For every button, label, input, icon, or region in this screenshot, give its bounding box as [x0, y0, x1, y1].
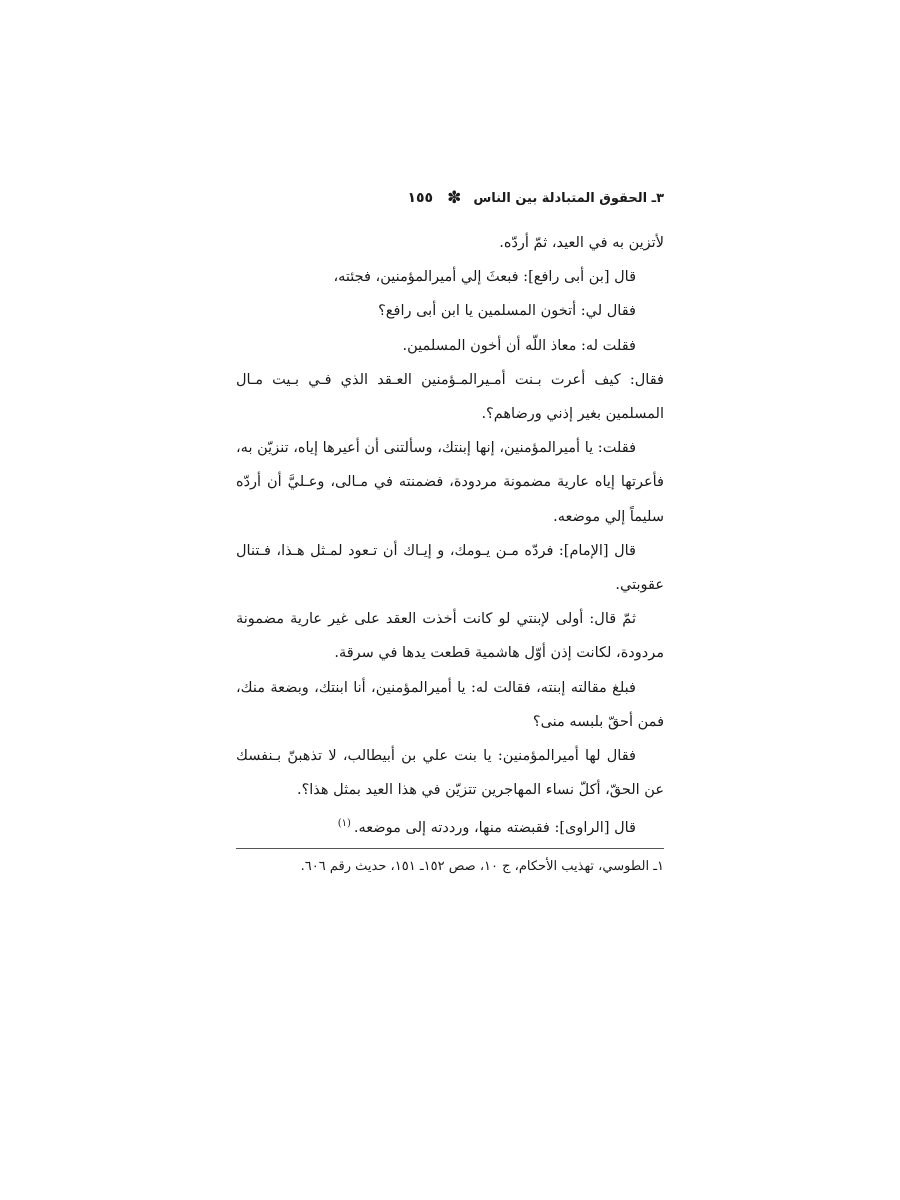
- chapter-title: ٣ـ الحقوق المتبادلة بين الناس: [473, 190, 664, 206]
- page-number: ١٥٥: [407, 190, 434, 206]
- paragraph: ثمّ قال: أولى لإبنتي لو كانت أخذت العقد على غير عارية مضمونة مردودة، لكانت إذن أوّل هاشمية قطعت يدها في سرقة.: [236, 611, 664, 662]
- running-header: [236, 186, 664, 210]
- paragraph: فقلت له: معاذ اللّه أن أخون المسلمين.: [402, 337, 636, 354]
- footnote-divider: [236, 848, 664, 849]
- paragraph-text: قال [الراوى]: فقبضته منها، ورددته إلى موضعه.: [353, 820, 636, 837]
- footnote: ١ـ الطوسي، تهذيب الأحكام، ج ١٠، صص ١٥٢ـ ١٥١، حديث رقم ٦٠٦.: [300, 859, 664, 874]
- paragraph: فقال لي: أتخون المسلمين يا ابن أبى رافع؟: [378, 303, 636, 320]
- paragraph: فبلغ مقالته إبنته، فقالت له: يا أميرالمؤمنين، أنا ابنتك، وبضعة منك، فمن أحقّ بلبسه منى؟: [236, 679, 664, 730]
- paragraph: فقلت: يا أميرالمؤمنين، إنها إبنتك، وسألتنى أن أعيرها إياه، تنزيّن به، فأعرتها إياه عارية مضمونة مردودة، فضمنته في مـالى، وعـليَّ أن أردّه سليماً إلي موضعه.: [236, 440, 664, 525]
- flower-ornament-icon: ✽: [447, 187, 462, 208]
- paragraph: فقال: كيف أعرت بـنت أمـيرالمـؤمنين العـقد الذي فـي بـيت مـال المسلمين بغير إذني ورضاهم؟.: [236, 371, 664, 423]
- paragraph: فقال لها أميرالمؤمنين: يا بنت علي بن أبيطالب، لا تذهبنّ بـنفسك عن الحقّ، أكلّ نساء المهاجرين تتزيّن في هذا العيد بمثل هذا؟.: [236, 748, 664, 799]
- paragraph: لأتزين به في العيد، ثمّ أردّه.: [499, 235, 664, 251]
- paragraph: قال [الإمام]: فردّه مـن يـومك، و إيـاك أن تـعود لمـثل هـذا، فـتنال عقوبتي.: [236, 542, 664, 594]
- page-body: [236, 226, 664, 845]
- paragraph-last: [236, 807, 664, 845]
- footnote-reference[interactable]: (١): [337, 818, 351, 830]
- paragraph: قال [بن أبى رافع]: فبعثَ إلي أميرالمؤمنين، فجئته،: [333, 269, 636, 286]
